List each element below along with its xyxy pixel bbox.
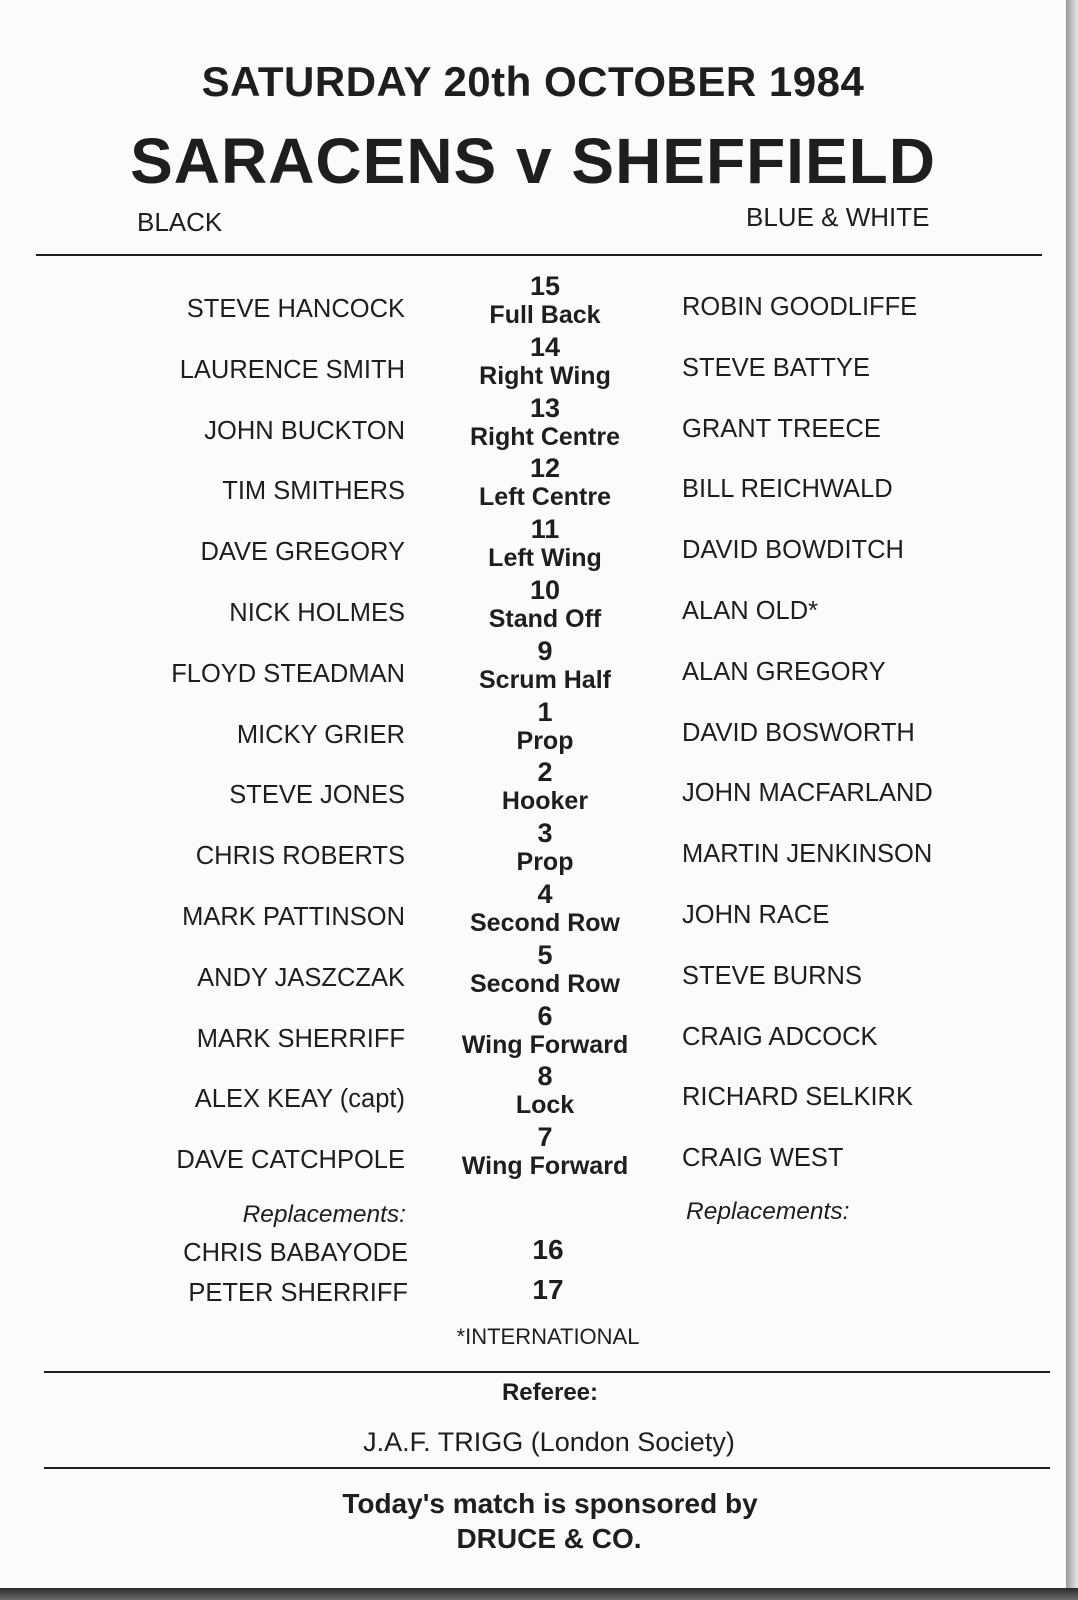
position-block xyxy=(420,758,670,816)
shirt-number: 8 xyxy=(537,1061,553,1092)
position-name: Scrum Half xyxy=(479,665,611,694)
away-player: CRAIG ADCOCK xyxy=(682,1022,878,1051)
divider-bottom xyxy=(44,1467,1050,1469)
replacement-row xyxy=(0,1234,1066,1274)
position-name: Wing Forward xyxy=(461,1030,629,1059)
away-player: MARTIN JENKINSON xyxy=(682,840,933,869)
match-date: SATURDAY 20th OCTOBER 1984 xyxy=(201,58,865,105)
shirt-number: 1 xyxy=(537,696,553,727)
shirt-number: 3 xyxy=(537,818,553,849)
replacement-row xyxy=(0,1274,1066,1314)
position-name: Left Wing xyxy=(488,544,602,573)
away-player: GRANT TREECE xyxy=(682,414,881,443)
position-block xyxy=(420,333,670,391)
shirt-number: 7 xyxy=(537,1122,553,1153)
shirt-number: 15 xyxy=(529,271,561,301)
position-block xyxy=(420,637,670,695)
home-player: CHRIS ROBERTS xyxy=(195,842,405,871)
lineup-row xyxy=(0,576,1066,636)
away-colours: BLUE & WHITE xyxy=(746,202,930,232)
lineup-row xyxy=(0,272,1066,332)
away-player: JOHN MACFARLAND xyxy=(682,779,933,808)
away-player: RICHARD SELKIRK xyxy=(682,1083,913,1112)
replacement-number: 16 xyxy=(532,1234,564,1265)
home-player: DAVE GREGORY xyxy=(200,538,405,567)
home-player: ALEX KEAY (capt) xyxy=(194,1085,405,1114)
home-player: FLOYD STEADMAN xyxy=(171,659,405,688)
referee-name: J.A.F. TRIGG (London Society) xyxy=(363,1427,735,1457)
position-name: Second Row xyxy=(469,909,620,937)
lineup-row xyxy=(0,333,1066,393)
position-name: Full Back xyxy=(489,301,601,329)
referee-label: Referee: xyxy=(501,1379,599,1406)
away-player: JOHN RACE xyxy=(682,901,830,929)
away-replacements-label: Replacements: xyxy=(686,1198,850,1225)
home-player: JOHN BUCKTON xyxy=(204,416,405,445)
position-block xyxy=(420,880,670,938)
shirt-number: 12 xyxy=(529,453,561,484)
shirt-number: 10 xyxy=(529,575,561,605)
home-player: STEVE JONES xyxy=(229,781,405,810)
sponsor-name: DRUCE & CO. xyxy=(456,1523,642,1554)
home-colours: BLACK xyxy=(137,207,223,237)
away-player: ALAN GREGORY xyxy=(682,657,886,686)
replacement-name: PETER SHERRIFF xyxy=(188,1279,408,1307)
position-block xyxy=(420,1002,670,1060)
sponsor-line: Today's match is sponsored by xyxy=(342,1488,758,1519)
position-block xyxy=(420,394,670,452)
lineup-row xyxy=(0,1123,1066,1183)
shirt-number: 14 xyxy=(529,331,561,362)
shirt-number: 4 xyxy=(537,879,553,909)
lineup-row xyxy=(0,394,1066,454)
shirt-number: 6 xyxy=(537,1000,553,1031)
home-player: NICK HOLMES xyxy=(229,599,405,627)
position-name: Left Centre xyxy=(479,483,611,512)
position-name: Prop xyxy=(516,848,574,877)
position-name: Lock xyxy=(515,1091,575,1120)
shirt-number: 9 xyxy=(537,635,553,666)
lineup-row xyxy=(0,698,1066,758)
lineup-row xyxy=(0,941,1066,1001)
position-block xyxy=(420,819,670,877)
home-player: STEVE HANCOCK xyxy=(186,295,405,323)
away-player: ALAN OLD* xyxy=(682,597,819,625)
away-player: BILL REICHWALD xyxy=(682,475,893,504)
lineup-row xyxy=(0,515,1066,575)
away-player: CRAIG WEST xyxy=(682,1144,844,1173)
position-name: Second Row xyxy=(469,969,620,998)
home-player: DAVE CATCHPOLE xyxy=(176,1146,405,1175)
home-player: MICKY GRIER xyxy=(236,720,405,749)
divider-top xyxy=(36,254,1042,256)
position-block xyxy=(420,454,670,512)
position-block xyxy=(420,1062,670,1120)
international-footnote: *INTERNATIONAL xyxy=(456,1324,640,1349)
position-block xyxy=(420,576,670,634)
position-name: Hooker xyxy=(501,787,589,816)
position-block xyxy=(420,698,670,756)
lineup-row xyxy=(0,1062,1066,1122)
home-player: ANDY JASZCZAK xyxy=(197,963,405,992)
match-title: SARACENS v SHEFFIELD xyxy=(130,125,936,197)
page-edge-right xyxy=(1066,0,1078,1600)
shirt-number: 5 xyxy=(537,939,553,970)
lineup-row xyxy=(0,819,1066,879)
divider-middle xyxy=(44,1371,1050,1373)
position-name: Prop xyxy=(516,726,574,755)
lineup-row xyxy=(0,880,1066,940)
home-replacements-label: Replacements: xyxy=(242,1201,406,1228)
position-name: Wing Forward xyxy=(461,1152,629,1181)
lineup-row xyxy=(0,758,1066,818)
position-block xyxy=(420,941,670,999)
replacement-name: CHRIS BABAYODE xyxy=(183,1239,408,1267)
away-player: ROBIN GOODLIFFE xyxy=(682,293,918,321)
position-block xyxy=(420,1123,670,1181)
lineup-row xyxy=(0,637,1066,697)
away-player: DAVID BOWDITCH xyxy=(682,536,904,565)
home-player: MARK PATTINSON xyxy=(182,903,405,931)
replacement-number: 17 xyxy=(532,1274,564,1305)
lineup-row xyxy=(0,1002,1066,1062)
lineup-row xyxy=(0,454,1066,514)
home-player: TIM SMITHERS xyxy=(222,477,405,506)
away-player: STEVE BATTYE xyxy=(682,353,870,382)
shirt-number: 2 xyxy=(537,757,553,788)
away-player: DAVID BOSWORTH xyxy=(682,718,915,747)
away-player: STEVE BURNS xyxy=(682,961,862,990)
position-name: Right Centre xyxy=(470,422,620,451)
shirt-number: 11 xyxy=(530,514,560,545)
page-edge-bottom xyxy=(0,1588,1078,1600)
position-name: Right Wing xyxy=(479,361,611,390)
position-block xyxy=(420,515,670,573)
position-name: Stand Off xyxy=(488,605,602,633)
home-player: LAURENCE SMITH xyxy=(179,355,405,384)
home-player: MARK SHERRIFF xyxy=(196,1024,405,1053)
shirt-number: 13 xyxy=(529,392,561,423)
position-block xyxy=(420,272,670,330)
